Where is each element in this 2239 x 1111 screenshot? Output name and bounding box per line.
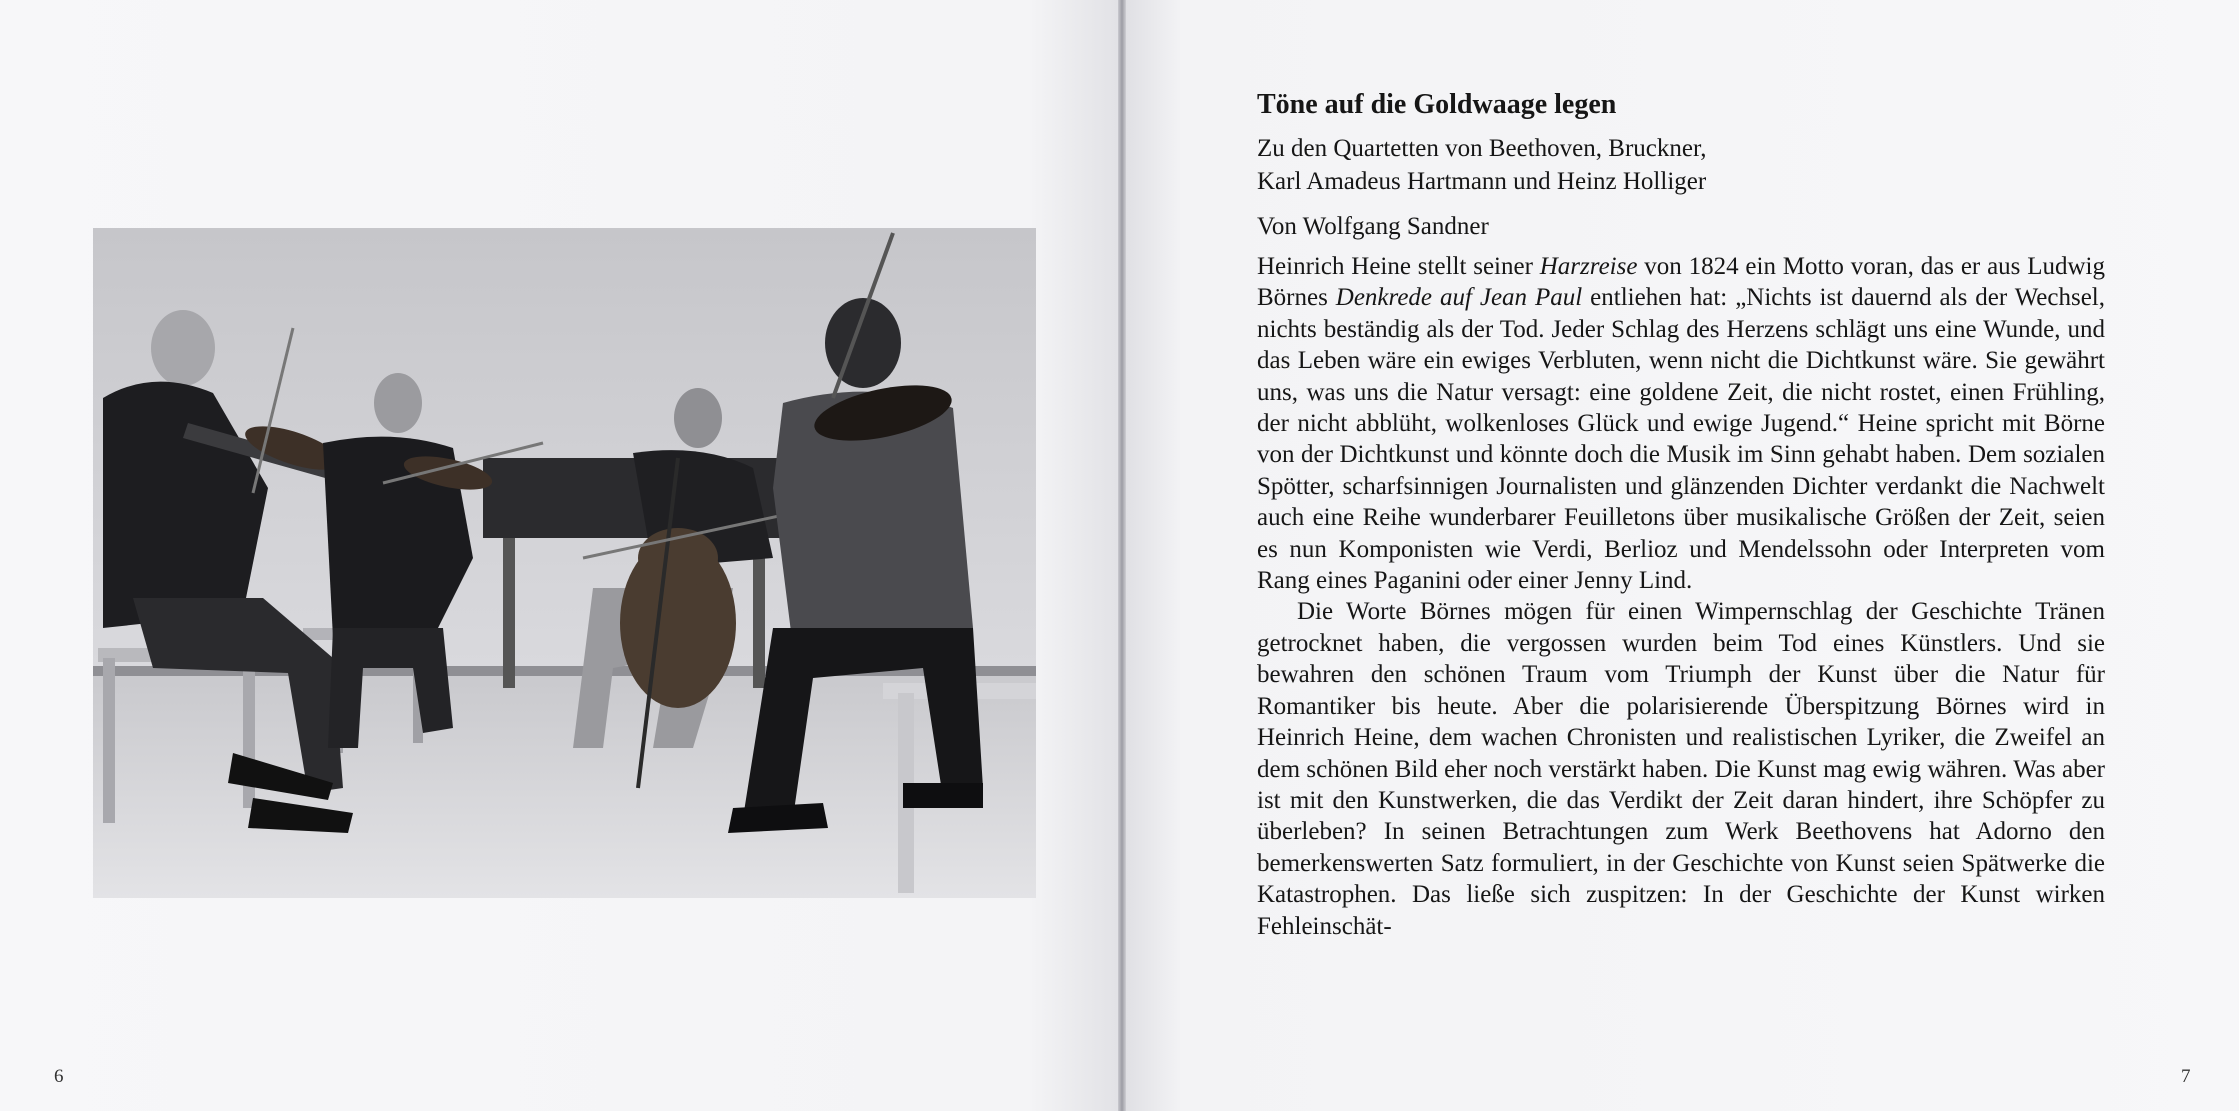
paragraph-1-text-a: Heinrich Heine stellt seiner — [1257, 253, 1540, 280]
paragraph-2: Die Worte Börnes mögen für einen Wimpernschlag der Geschichte Tränen getrocknet haben, die vergossen wurden beim Tod eines Künstlers. Und sie bewahren den schönen Traum vom Triumph der Kunst über die Natur für Romantiker bis heute. Aber die polarisierende Überspitzung Börnes wird in Heinrich Heine, dem wachen Chronisten und realistischen Lyriker, die Zweifel an dem schönen Bild eher noch verstärkt haben. Die Kunst mag ewig währen. Was aber ist mit den Kunstwerken, die das Verdikt der Zeit daran hindert, ihre Schöpfer zu überleben? In seinen Betrachtungen zum Werk Beethovens hat Adorno den bemerkenswerten Satz formuliert, in der Geschichte von Kunst seien Spätwerke die Katastrophen. Das ließe sich zuspitzen: In der Geschichte der Kunst wirken Fehleinschät- — [1257, 598, 2105, 940]
article-author: Von Wolfgang Sandner — [1257, 213, 1489, 240]
book-gutter — [1118, 0, 1126, 1111]
left-page — [0, 0, 1118, 1111]
string-quartet-photo — [93, 228, 1036, 898]
work-title-harzreise: Harzreise — [1539, 253, 1638, 280]
paragraph-1-text-c: entliehen hat: „Nichts ist dauernd als der Wechsel, nichts beständig als der Tod. Jeder Schlag des Herzens schlägt uns eine Wunde, und das Leben wäre ein ewiges Verbluten, wenn nicht die Dichtkunst wäre. Sie gewährt uns, was uns die Natur versagt: eine goldene Zeit, die nicht rostet, einen Frühling, der nicht abblüht, wolkenloses Glück und ewige Jugend.“ Heine spricht mit Börne von der Dichtkunst und könnte doch die Musik im Sinn gehabt haben. Dem sozialen Spötter, scharfsinnigen Journalisten und glänzenden Dichter verdankt die Nachwelt auch eine Reihe wunderbarer Feuilletons über musikalische Größen der Zeit, seien es nun Komponisten wie Verdi, Berlioz und Mendelssohn oder Interpreten vom Rang eines Paganini oder einer Jenny Lind. — [1257, 284, 2105, 595]
work-title-denkrede: Denkrede auf Jean Paul — [1335, 284, 1583, 312]
article-subtitle-line-2: Karl Amadeus Hartmann und Heinz Holliger — [1257, 168, 1707, 195]
paragraph-1 — [1257, 251, 2105, 596]
paragraph-1-text-b: von 1824 ein Motto voran, das er aus Ludwig Börnes — [1257, 253, 2105, 312]
article-subtitle-line-1: Zu den Quartetten von Beethoven, Bruckner, — [1257, 135, 1707, 162]
page-number-left: 6 — [54, 1066, 64, 1087]
photo-illustration — [93, 228, 1036, 898]
page-number-right: 7 — [2181, 1066, 2191, 1087]
article-title: Töne auf die Goldwaage legen — [1257, 89, 1617, 120]
article — [1257, 86, 2105, 942]
